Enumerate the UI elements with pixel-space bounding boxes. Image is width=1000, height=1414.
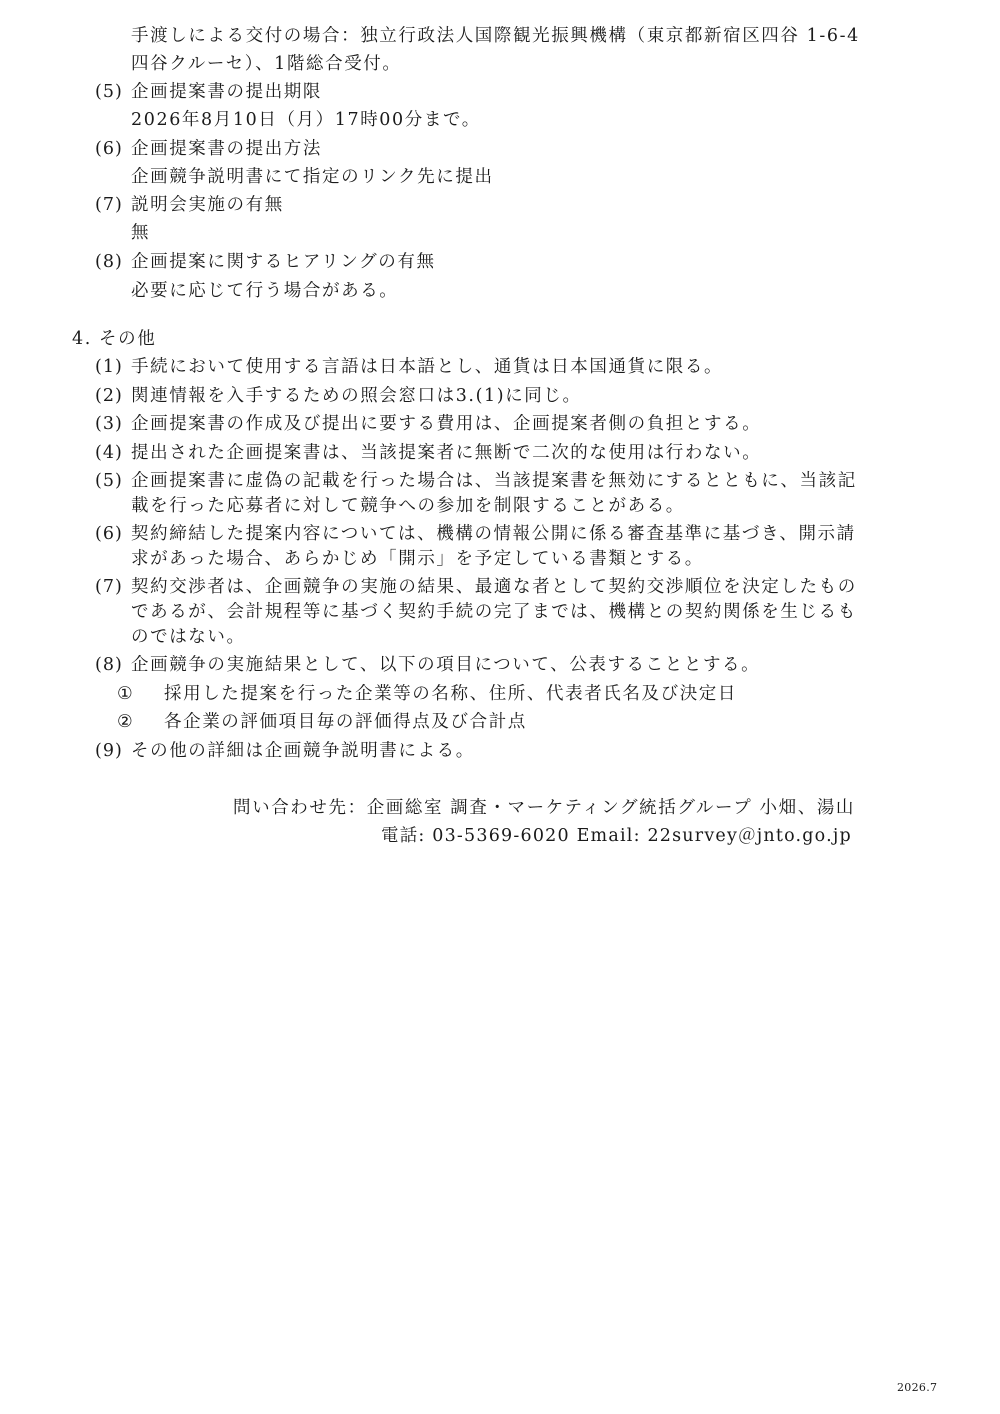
item-number: (5) bbox=[95, 471, 123, 491]
item-number: (9) bbox=[95, 741, 123, 761]
item-number: (6) bbox=[95, 524, 123, 544]
item-text: であるが、会計規程等に基づく契約手続の完了までは、機構との契約関係を生じるも bbox=[131, 602, 857, 622]
item-number: (6) bbox=[95, 139, 123, 159]
item-text: 関連情報を入手するための照会窓口は3.(1)に同じ。 bbox=[131, 386, 582, 406]
subitem-marker: ② bbox=[117, 712, 134, 732]
item-title: 企画提案書の提出方法 bbox=[131, 139, 322, 159]
item-number: (2) bbox=[95, 386, 123, 406]
item-number: (5) bbox=[95, 82, 123, 102]
item-number: (8) bbox=[95, 655, 123, 675]
item-title: 説明会実施の有無 bbox=[131, 195, 284, 215]
item-text: その他の詳細は企画競争説明書による。 bbox=[131, 741, 475, 761]
subitem-text: 採用した提案を行った企業等の名称、住所、代表者氏名及び決定日 bbox=[164, 684, 737, 704]
subitem-marker: ① bbox=[117, 684, 134, 704]
continuation-line-2: 四谷クルーセ）、1階総合受付。 bbox=[131, 54, 402, 74]
item-text: 企画提案書に虚偽の記載を行った場合は、当該提案書を無効にするとともに、当該記 bbox=[131, 471, 857, 491]
contact-phone-email: 電話: 03-5369-6020 Email: 22survey＠jnto.go.jp bbox=[381, 826, 852, 846]
subitem-text: 各企業の評価項目毎の評価得点及び合計点 bbox=[164, 712, 527, 732]
item-number: (1) bbox=[95, 357, 123, 377]
item-number: (3) bbox=[95, 414, 123, 434]
item-number: (8) bbox=[95, 252, 123, 272]
item-title: 企画提案書の提出期限 bbox=[131, 82, 322, 102]
item-body: 企画競争説明書にて指定のリンク先に提出 bbox=[131, 167, 494, 187]
item-text: 載を行った応募者に対して競争への参加を制限することがある。 bbox=[131, 496, 685, 516]
item-text: のではない。 bbox=[131, 627, 246, 647]
contact-line: 問い合わせ先：企画総室 調査・マーケティング統括グループ 小畑、湯山 bbox=[233, 798, 856, 818]
item-number: (7) bbox=[95, 577, 123, 597]
item-text: 提出された企画提案書は、当該提案者に無断で二次的な使用は行わない。 bbox=[131, 443, 762, 463]
item-text: 企画競争の実施結果として、以下の項目について、公表することとする。 bbox=[131, 655, 761, 675]
item-text: 手続において使用する言語は日本語とし、通貨は日本国通貨に限る。 bbox=[131, 357, 724, 377]
item-body: 2026年8月10日（月）17時00分まで。 bbox=[131, 110, 481, 130]
item-text: 契約締結した提案内容については、機構の情報公開に係る審査基準に基づき、開示請 bbox=[131, 524, 856, 544]
item-text: 企画提案書の作成及び提出に要する費用は、企画提案者側の負担とする。 bbox=[131, 414, 762, 434]
item-title: 企画提案に関するヒアリングの有無 bbox=[131, 252, 436, 272]
continuation-line-1: 手渡しによる交付の場合：独立行政法人国際観光振興機構（東京都新宿区四谷 1-6-4 bbox=[131, 26, 860, 46]
item-number: (4) bbox=[95, 443, 123, 463]
item-body: 必要に応じて行う場合がある。 bbox=[131, 281, 399, 301]
footer-date: 2026.7 bbox=[897, 1381, 938, 1394]
item-text: 契約交渉者は、企画競争の実施の結果、最適な者として契約交渉順位を決定したもの bbox=[131, 577, 857, 597]
section-heading: 4. その他 bbox=[72, 329, 157, 349]
item-number: (7) bbox=[95, 195, 123, 215]
item-text: 求があった場合、あらかじめ「開示」を予定している書類とする。 bbox=[131, 549, 704, 569]
item-body: 無 bbox=[131, 223, 151, 243]
